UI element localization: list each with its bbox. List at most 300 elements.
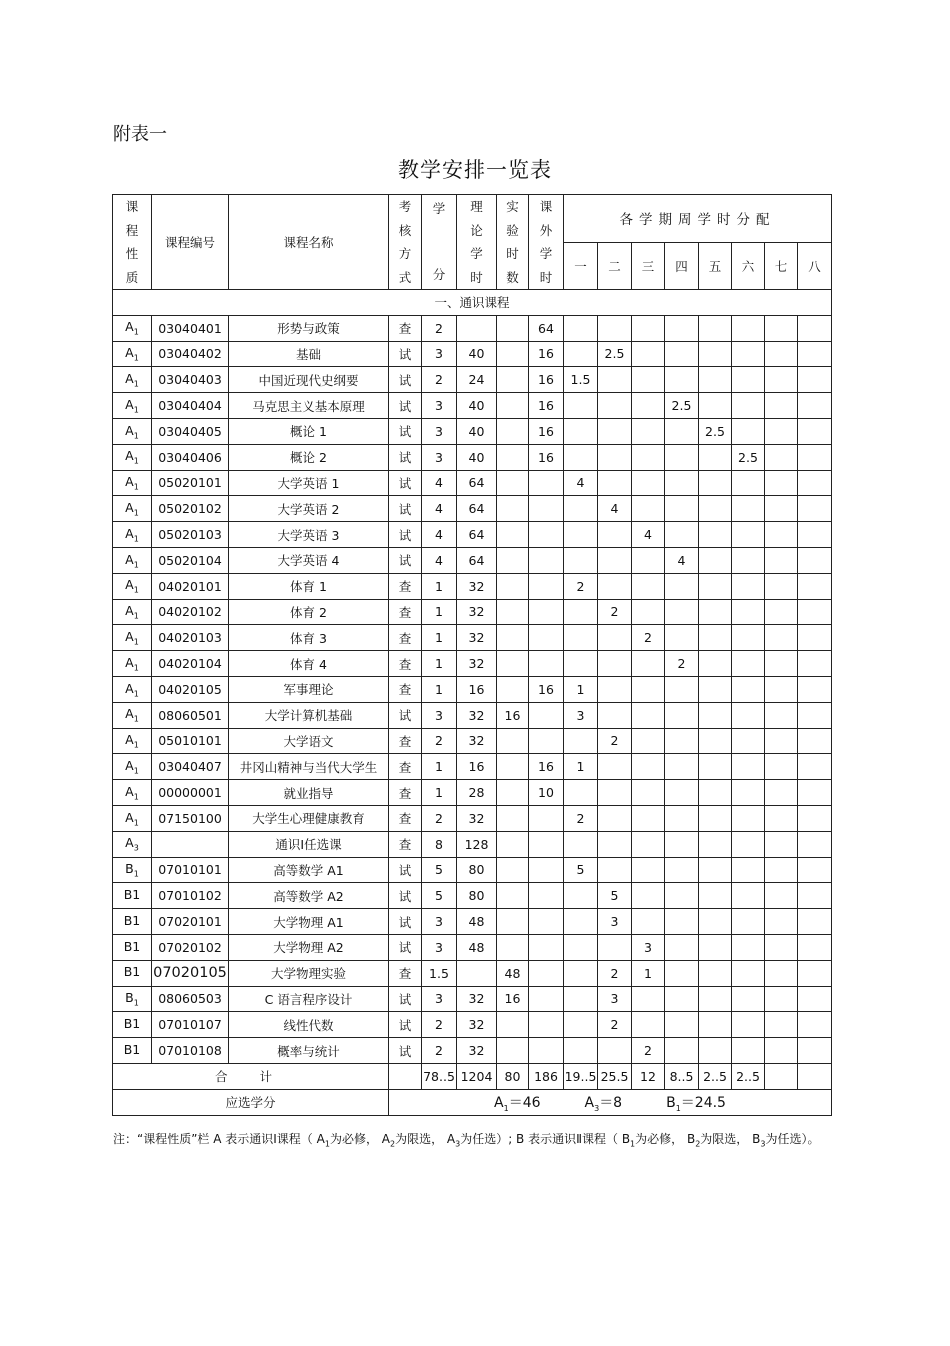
cell-semester: [632, 496, 665, 522]
cell-semester: [632, 780, 665, 806]
cell-semester: [798, 393, 832, 419]
cell-semester: [732, 315, 765, 341]
cell-code: 04020103: [152, 625, 229, 651]
cell-lab: [497, 367, 529, 393]
cell-semester: [665, 754, 699, 780]
cell-semester: [632, 315, 665, 341]
cell-exam: 查: [389, 960, 422, 986]
cell-semester: [665, 831, 699, 857]
cell-nature: $A_1$: [113, 393, 152, 419]
cell-extra: [529, 1012, 564, 1038]
cell-semester: [699, 496, 732, 522]
cell-extra: [529, 547, 564, 573]
cell-name: 大学物理实验: [229, 960, 389, 986]
cell-semester: [665, 625, 699, 651]
table-row: [113, 676, 832, 702]
cell-name: 大学物理 A2: [229, 934, 389, 960]
cell-lab: [497, 573, 529, 599]
cell-theory: 48: [457, 909, 497, 935]
cell-code: 05020101: [152, 470, 229, 496]
cell-semester: 2: [598, 1012, 632, 1038]
cell-credit: 1.5: [422, 960, 457, 986]
cell-semester: [765, 1012, 798, 1038]
cell-nature: $A_1$: [113, 547, 152, 573]
cell-semester: [732, 1012, 765, 1038]
cell-exam: 试: [389, 496, 422, 522]
cell-extra: 10: [529, 780, 564, 806]
cell-semester: 2.5: [598, 341, 632, 367]
cell-semester: [564, 393, 598, 419]
cell-lab: [497, 599, 529, 625]
cell-semester: [798, 676, 832, 702]
cell-semester: [632, 831, 665, 857]
cell-name: 线性代数: [229, 1012, 389, 1038]
cell-lab: [497, 1012, 529, 1038]
cell-semester: [732, 986, 765, 1012]
cell-theory: 40: [457, 418, 497, 444]
cell-lab: [497, 418, 529, 444]
header-semester: 三: [632, 242, 665, 290]
page-title: 教学安排一览表: [398, 158, 552, 182]
cell-semester: [665, 1012, 699, 1038]
cell-semester: [765, 651, 798, 677]
cell-semester: [699, 573, 732, 599]
header-semester: 四: [665, 242, 699, 290]
cell-credit: 1: [422, 780, 457, 806]
cell-credit: 5: [422, 883, 457, 909]
cell-theory: 48: [457, 934, 497, 960]
cell-semester: [765, 444, 798, 470]
cell-code: 04020104: [152, 651, 229, 677]
cell-semester: [632, 367, 665, 393]
cell-semester: [798, 315, 832, 341]
cell-theory: 24: [457, 367, 497, 393]
cell-semester: [632, 986, 665, 1012]
cell-exam: 试: [389, 393, 422, 419]
cell-nature: B1: [113, 1038, 152, 1064]
cell-semester: [598, 831, 632, 857]
table-row: [113, 728, 832, 754]
cell-extra: [529, 831, 564, 857]
cell-semester: [765, 418, 798, 444]
cell-semester: [598, 573, 632, 599]
cell-semester: [798, 909, 832, 935]
cell-extra: [529, 702, 564, 728]
cell-semester: [798, 960, 832, 986]
header-lab: 实 验 时 数: [497, 195, 529, 290]
total-exam: [389, 1063, 422, 1089]
cell-semester: [699, 883, 732, 909]
cell-semester: [798, 934, 832, 960]
cell-semester: [732, 522, 765, 548]
cell-extra: [529, 909, 564, 935]
cell-semester: [798, 625, 832, 651]
cell-semester: [699, 599, 732, 625]
cell-semester: [798, 522, 832, 548]
cell-semester: [699, 780, 732, 806]
cell-credit: 4: [422, 470, 457, 496]
cell-semester: [765, 676, 798, 702]
cell-semester: [798, 651, 832, 677]
cell-semester: [598, 805, 632, 831]
cell-semester: [732, 831, 765, 857]
cell-semester: [699, 651, 732, 677]
cell-semester: 4: [598, 496, 632, 522]
cell-theory: [457, 960, 497, 986]
cell-semester: 3: [598, 909, 632, 935]
cell-exam: 试: [389, 547, 422, 573]
cell-credit: 2: [422, 1012, 457, 1038]
cell-theory: 80: [457, 857, 497, 883]
cell-exam: 试: [389, 418, 422, 444]
elective-values: [389, 1089, 832, 1115]
cell-extra: [529, 857, 564, 883]
total-semester: 2..5: [699, 1063, 732, 1089]
cell-semester: 2: [598, 728, 632, 754]
cell-semester: [564, 547, 598, 573]
cell-theory: 40: [457, 341, 497, 367]
cell-semester: [598, 702, 632, 728]
cell-nature: $A_1$: [113, 367, 152, 393]
cell-semester: [699, 1012, 732, 1038]
cell-name: 通识Ⅰ任选课: [229, 831, 389, 857]
cell-semester: [699, 315, 732, 341]
cell-semester: [699, 728, 732, 754]
cell-extra: 16: [529, 444, 564, 470]
cell-exam: 试: [389, 702, 422, 728]
cell-semester: [632, 883, 665, 909]
cell-semester: [598, 754, 632, 780]
cell-semester: [798, 805, 832, 831]
cell-credit: 2: [422, 1038, 457, 1064]
cell-semester: [765, 960, 798, 986]
cell-extra: 16: [529, 418, 564, 444]
cell-semester: 2: [632, 625, 665, 651]
cell-semester: [564, 728, 598, 754]
cell-nature: $A_1$: [113, 496, 152, 522]
cell-semester: 4: [564, 470, 598, 496]
cell-name: C 语言程序设计: [229, 986, 389, 1012]
cell-credit: 2: [422, 367, 457, 393]
cell-exam: 查: [389, 573, 422, 599]
cell-code: 03040407: [152, 754, 229, 780]
cell-semester: [598, 393, 632, 419]
cell-semester: [732, 883, 765, 909]
cell-semester: [665, 702, 699, 728]
cell-nature: B1: [113, 883, 152, 909]
cell-semester: [765, 470, 798, 496]
cell-nature: B1: [113, 934, 152, 960]
cell-nature: $A_1$: [113, 805, 152, 831]
table-row: [113, 831, 832, 857]
cell-code: 05010101: [152, 728, 229, 754]
cell-code: 04020105: [152, 676, 229, 702]
cell-semester: 2.5: [732, 444, 765, 470]
cell-exam: 查: [389, 676, 422, 702]
cell-semester: [699, 367, 732, 393]
cell-nature: $A_1$: [113, 522, 152, 548]
cell-semester: [732, 934, 765, 960]
cell-exam: 查: [389, 780, 422, 806]
cell-semester: 5: [598, 883, 632, 909]
header-semester: 八: [798, 242, 832, 290]
cell-semester: [798, 857, 832, 883]
cell-semester: [732, 728, 765, 754]
cell-name: 形势与政策: [229, 315, 389, 341]
cell-semester: [765, 934, 798, 960]
cell-code: 07010101: [152, 857, 229, 883]
cell-theory: 32: [457, 702, 497, 728]
total-label: 合 计: [113, 1063, 389, 1089]
cell-name: 大学英语 1: [229, 470, 389, 496]
cell-exam: 查: [389, 754, 422, 780]
cell-semester: [665, 960, 699, 986]
cell-semester: [564, 418, 598, 444]
cell-credit: 3: [422, 393, 457, 419]
table-row: [113, 857, 832, 883]
cell-nature: $A_1$: [113, 625, 152, 651]
cell-lab: [497, 805, 529, 831]
footnote: 注：“课程性质”栏 A 表示通识Ⅰ课程（ $A_1$为必修， $A_2$为限选， $A_3$为任选）; B 表示通识Ⅱ课程（ $B_1$为必修， $B_2$为限选， $B_3$为任选）。: [113, 1132, 820, 1149]
cell-semester: [699, 805, 732, 831]
cell-semester: [798, 702, 832, 728]
cell-semester: 2.5: [665, 393, 699, 419]
cell-code: 03040406: [152, 444, 229, 470]
cell-semester: 3: [564, 702, 598, 728]
cell-code: 07010102: [152, 883, 229, 909]
cell-semester: [665, 805, 699, 831]
table-row: [113, 444, 832, 470]
header-extra: 课 外 学 时: [529, 195, 564, 290]
cell-semester: [765, 728, 798, 754]
cell-nature: $A_1$: [113, 676, 152, 702]
cell-theory: 32: [457, 728, 497, 754]
cell-semester: [699, 702, 732, 728]
cell-extra: [529, 805, 564, 831]
cell-semester: [598, 470, 632, 496]
cell-semester: [665, 728, 699, 754]
cell-credit: 1: [422, 676, 457, 702]
header-credit: 学 分: [422, 195, 457, 290]
cell-credit: 1: [422, 651, 457, 677]
cell-theory: 32: [457, 599, 497, 625]
cell-name: 大学计算机基础: [229, 702, 389, 728]
cell-name: 体育 2: [229, 599, 389, 625]
cell-semester: [564, 522, 598, 548]
cell-semester: 3: [598, 986, 632, 1012]
cell-semester: [765, 393, 798, 419]
cell-semester: [732, 367, 765, 393]
cell-semester: [699, 470, 732, 496]
cell-semester: [665, 676, 699, 702]
cell-semester: [699, 1038, 732, 1064]
cell-nature: B1: [113, 1012, 152, 1038]
cell-semester: [798, 986, 832, 1012]
cell-name: 井冈山精神与当代大学生: [229, 754, 389, 780]
cell-code: 03040404: [152, 393, 229, 419]
cell-theory: 40: [457, 393, 497, 419]
cell-lab: [497, 393, 529, 419]
cell-semester: [765, 625, 798, 651]
cell-nature: B1: [113, 960, 152, 986]
cell-code: 04020102: [152, 599, 229, 625]
cell-semester: [598, 522, 632, 548]
cell-semester: [765, 1038, 798, 1064]
cell-semester: [665, 522, 699, 548]
cell-semester: [765, 831, 798, 857]
cell-semester: [564, 625, 598, 651]
cell-semester: [699, 625, 732, 651]
cell-semester: [598, 1038, 632, 1064]
cell-semester: [699, 986, 732, 1012]
cell-semester: [732, 754, 765, 780]
cell-name: 概率与统计: [229, 1038, 389, 1064]
header-nature: 课 程 性 质: [113, 195, 152, 290]
cell-extra: [529, 960, 564, 986]
cell-extra: [529, 1038, 564, 1064]
cell-semester: 1: [632, 960, 665, 986]
cell-semester: [665, 934, 699, 960]
cell-code: 05020102: [152, 496, 229, 522]
cell-credit: 1: [422, 625, 457, 651]
total-extra: 186: [529, 1063, 564, 1089]
table-row: [113, 909, 832, 935]
cell-name: 大学生心理健康教育: [229, 805, 389, 831]
cell-semester: [598, 676, 632, 702]
cell-code: 04020101: [152, 573, 229, 599]
total-semester: [798, 1063, 832, 1089]
cell-semester: [665, 1038, 699, 1064]
table-row: [113, 393, 832, 419]
cell-lab: [497, 857, 529, 883]
cell-lab: [497, 470, 529, 496]
cell-semester: [665, 496, 699, 522]
cell-extra: [529, 728, 564, 754]
header-semester: 二: [598, 242, 632, 290]
cell-theory: 80: [457, 883, 497, 909]
table-row: [113, 934, 832, 960]
cell-name: 高等数学 A1: [229, 857, 389, 883]
table-row: [113, 702, 832, 728]
cell-semester: 2: [632, 1038, 665, 1064]
header-code: 课程编号: [152, 195, 229, 290]
cell-code: 07010107: [152, 1012, 229, 1038]
cell-semester: [564, 883, 598, 909]
table-row: [113, 470, 832, 496]
cell-semester: [598, 934, 632, 960]
cell-lab: [497, 547, 529, 573]
cell-lab: [497, 934, 529, 960]
cell-semester: [732, 909, 765, 935]
table-row: [113, 522, 832, 548]
cell-semester: [665, 986, 699, 1012]
cell-lab: [497, 496, 529, 522]
cell-semester: [732, 470, 765, 496]
cell-semester: 1: [564, 676, 598, 702]
cell-lab: [497, 754, 529, 780]
cell-semester: [732, 780, 765, 806]
cell-semester: [699, 676, 732, 702]
cell-semester: 4: [665, 547, 699, 573]
table-row: [113, 986, 832, 1012]
cell-nature: $A_1$: [113, 728, 152, 754]
cell-semester: [665, 909, 699, 935]
cell-semester: [798, 444, 832, 470]
cell-semester: [598, 367, 632, 393]
cell-theory: 32: [457, 805, 497, 831]
cell-nature: $A_1$: [113, 418, 152, 444]
table-row: [113, 599, 832, 625]
cell-code: 03040403: [152, 367, 229, 393]
cell-credit: 2: [422, 315, 457, 341]
cell-theory: 32: [457, 1038, 497, 1064]
cell-nature: $B_1$: [113, 986, 152, 1012]
cell-semester: [598, 780, 632, 806]
cell-semester: [632, 393, 665, 419]
cell-semester: 2: [598, 960, 632, 986]
cell-nature: $A_1$: [113, 444, 152, 470]
cell-semester: [798, 367, 832, 393]
cell-exam: 查: [389, 625, 422, 651]
cell-semester: [765, 341, 798, 367]
cell-lab: [497, 831, 529, 857]
cell-semester: [632, 857, 665, 883]
table-row: [113, 960, 832, 986]
cell-semester: [632, 909, 665, 935]
cell-semester: 5: [564, 857, 598, 883]
cell-name: 高等数学 A2: [229, 883, 389, 909]
cell-semester: [765, 599, 798, 625]
cell-semester: [598, 857, 632, 883]
cell-semester: [632, 754, 665, 780]
cell-theory: 128: [457, 831, 497, 857]
cell-theory: 16: [457, 676, 497, 702]
cell-code: 07020101: [152, 909, 229, 935]
cell-lab: 16: [497, 702, 529, 728]
table-row: [113, 754, 832, 780]
cell-name: 中国近现代史纲要: [229, 367, 389, 393]
cell-theory: 64: [457, 547, 497, 573]
cell-semester: [564, 1038, 598, 1064]
cell-nature: $A_1$: [113, 573, 152, 599]
cell-code: 00000001: [152, 780, 229, 806]
table-row: [113, 1012, 832, 1038]
elective-a3: $A_3=8$: [584, 1094, 623, 1113]
cell-semester: [732, 418, 765, 444]
header-semester: 七: [765, 242, 798, 290]
cell-code: 07020105: [152, 960, 229, 986]
cell-extra: [529, 934, 564, 960]
cell-semester: [732, 805, 765, 831]
cell-credit: 3: [422, 934, 457, 960]
cell-theory: 32: [457, 651, 497, 677]
cell-extra: 16: [529, 393, 564, 419]
table-row: [113, 547, 832, 573]
table-row: [113, 883, 832, 909]
cell-nature: $B_1$: [113, 857, 152, 883]
cell-semester: [732, 857, 765, 883]
section-heading: 一、通识课程: [113, 290, 832, 316]
elective-a1: $A_1=46$: [494, 1094, 541, 1113]
cell-semester: [732, 573, 765, 599]
cell-lab: [497, 651, 529, 677]
cell-extra: 64: [529, 315, 564, 341]
cell-semester: [632, 702, 665, 728]
cell-code: 03040405: [152, 418, 229, 444]
cell-semester: [798, 883, 832, 909]
cell-credit: 3: [422, 702, 457, 728]
cell-semester: [564, 651, 598, 677]
